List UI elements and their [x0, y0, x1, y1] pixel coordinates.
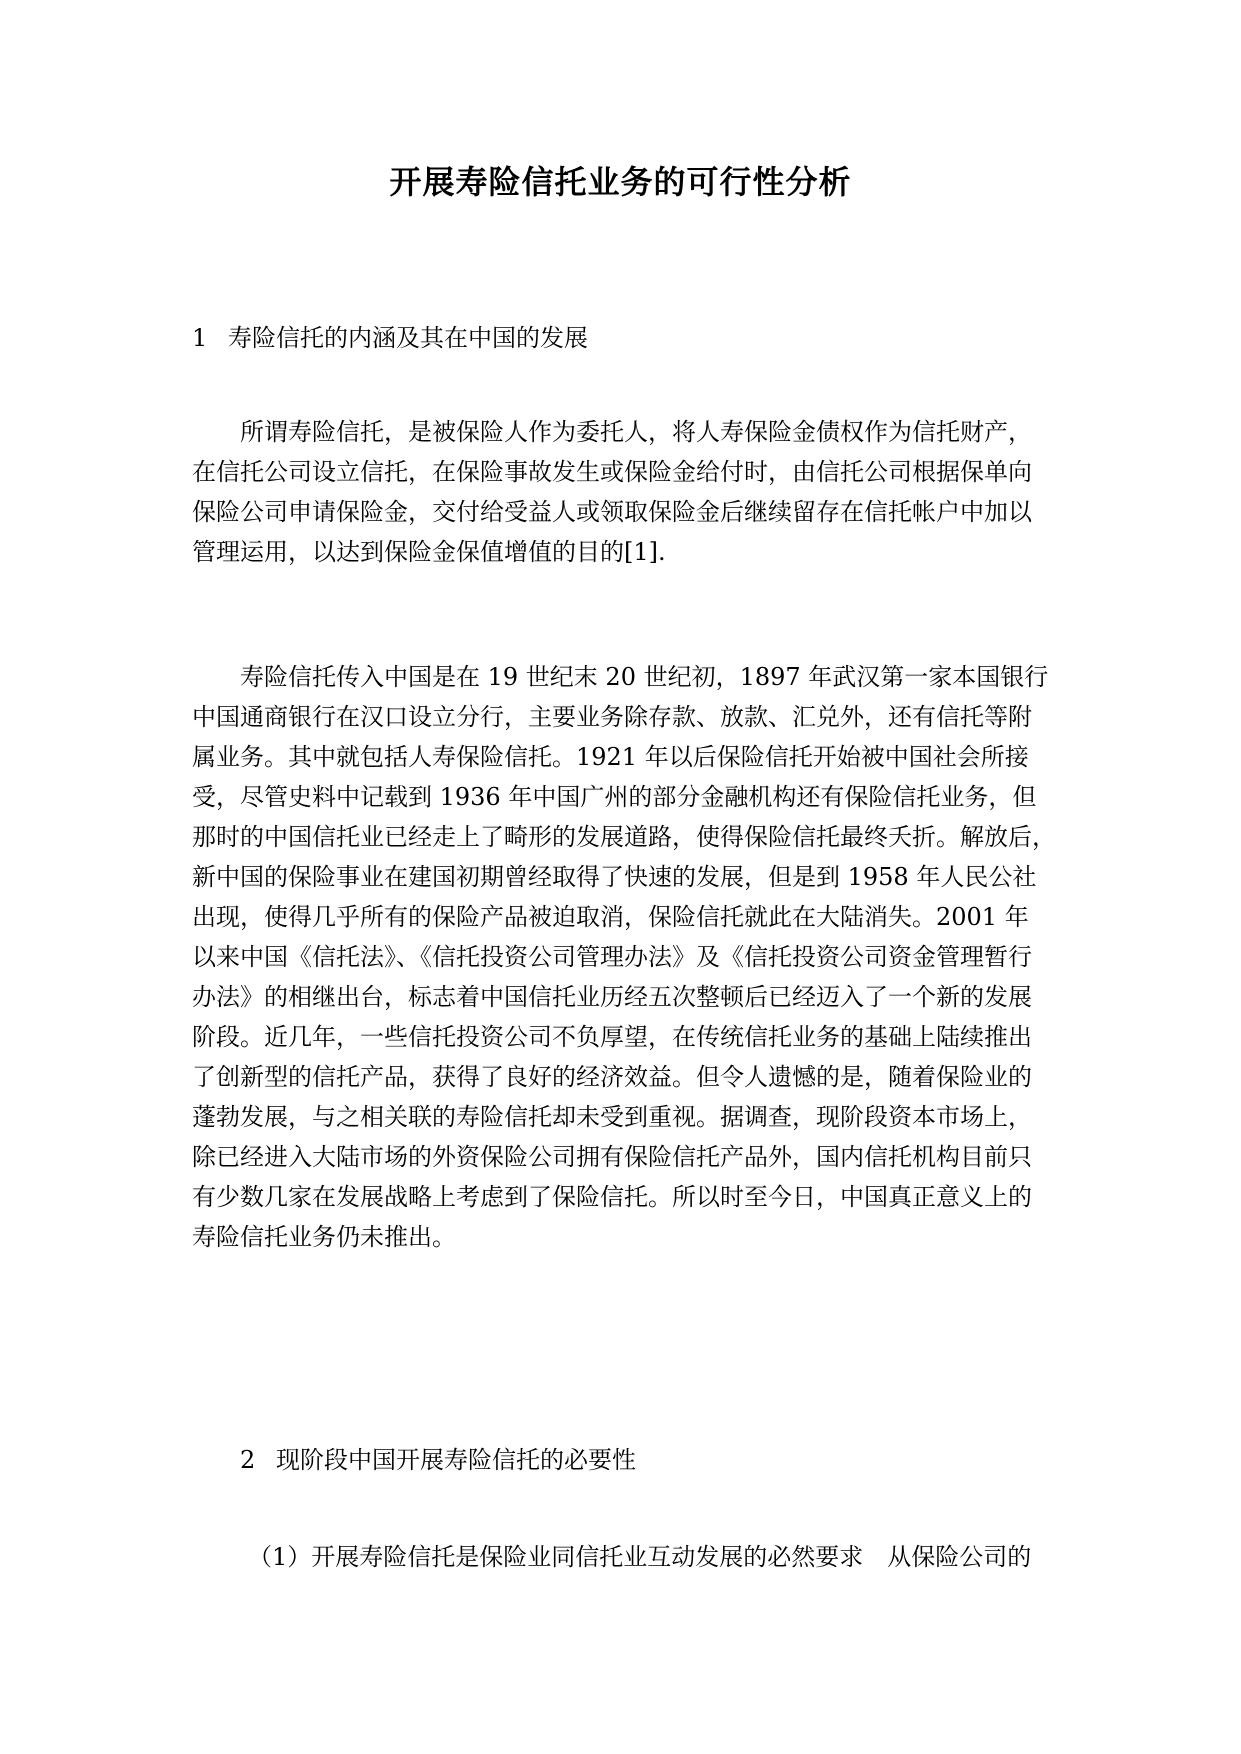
- section-heading-2: [240, 1440, 636, 1480]
- section-number: 1: [192, 324, 208, 352]
- section-heading-text: 寿险信托的内涵及其在中国的发展: [228, 324, 588, 352]
- section-heading-text: 现阶段中国开展寿险信托的必要性: [276, 1446, 636, 1474]
- paragraph-3: （1）开展寿险信托是保险业同信托业互动发展的必然要求 从保险公司的: [248, 1543, 1032, 1571]
- paragraph-line: 寿险信托业务仍未推出。: [192, 1223, 456, 1251]
- paragraph-line: 中国通商银行在汉口设立分行，主要业务除存款、放款、汇兑外，还有信托等附: [192, 703, 1032, 731]
- paragraph-line: 寿险信托传入中国是在 19 世纪末 20 世纪初，1897 年武汉第一家本国银行: [240, 663, 1049, 691]
- paragraph-line: 新中国的保险事业在建国初期曾经取得了快速的发展，但是到 1958 年人民公社: [192, 863, 1037, 891]
- paragraph-line: 蓬勃发展，与之相关联的寿险信托却未受到重视。据调查，现阶段资本市场上，: [192, 1103, 1032, 1131]
- paragraph-line: 受，尽管史料中记载到 1936 年中国广州的部分金融机构还有保险信托业务，但: [192, 783, 1037, 811]
- paragraph-line: 保险公司申请保险金，交付给受益人或领取保险金后继续留存在信托帐户中加以: [192, 498, 1032, 526]
- paragraph-line: 出现，使得几乎所有的保险产品被迫取消，保险信托就此在大陆消失。2001 年: [192, 903, 1029, 931]
- paragraph-line: 有少数几家在发展战略上考虑到了保险信托。所以时至今日，中国真正意义上的: [192, 1183, 1032, 1211]
- paragraph-line: 办法》的相继出台，标志着中国信托业历经五次整顿后已经迈入了一个新的发展: [192, 983, 1032, 1011]
- section-number: 2: [240, 1446, 256, 1474]
- paragraph-line: 管理运用，以达到保险金保值增值的目的[1].: [192, 538, 666, 566]
- paragraph-line: 属业务。其中就包括人寿保险信托。1921 年以后保险信托开始被中国社会所接: [192, 743, 1029, 771]
- paragraph-line: 除已经进入大陆市场的外资保险公司拥有保险信托产品外，国内信托机构目前只: [192, 1143, 1032, 1171]
- document-title: 开展寿险信托业务的可行性分析: [389, 163, 852, 201]
- section-heading-1: [192, 318, 588, 358]
- paragraph-line: 阶段。近几年，一些信托投资公司不负厚望，在传统信托业务的基础上陆续推出: [192, 1023, 1032, 1051]
- paragraph-line: 那时的中国信托业已经走上了畸形的发展道路，使得保险信托最终夭折。解放后，: [192, 823, 1056, 851]
- paragraph-2: [192, 657, 1062, 1257]
- paragraph-line: 以来中国《信托法》、《信托投资公司管理办法》及《信托投资公司资金管理暂行: [192, 943, 1032, 971]
- paragraph-line: 所谓寿险信托，是被保险人作为委托人，将人寿保险金债权作为信托财产，: [240, 418, 1032, 446]
- paragraph-1: [192, 412, 1062, 572]
- paragraph-line: 了创新型的信托产品，获得了良好的经济效益。但令人遗憾的是，随着保险业的: [192, 1063, 1032, 1091]
- paragraph-line: 在信托公司设立信托，在保险事故发生或保险金给付时，由信托公司根据保单向: [192, 458, 1032, 486]
